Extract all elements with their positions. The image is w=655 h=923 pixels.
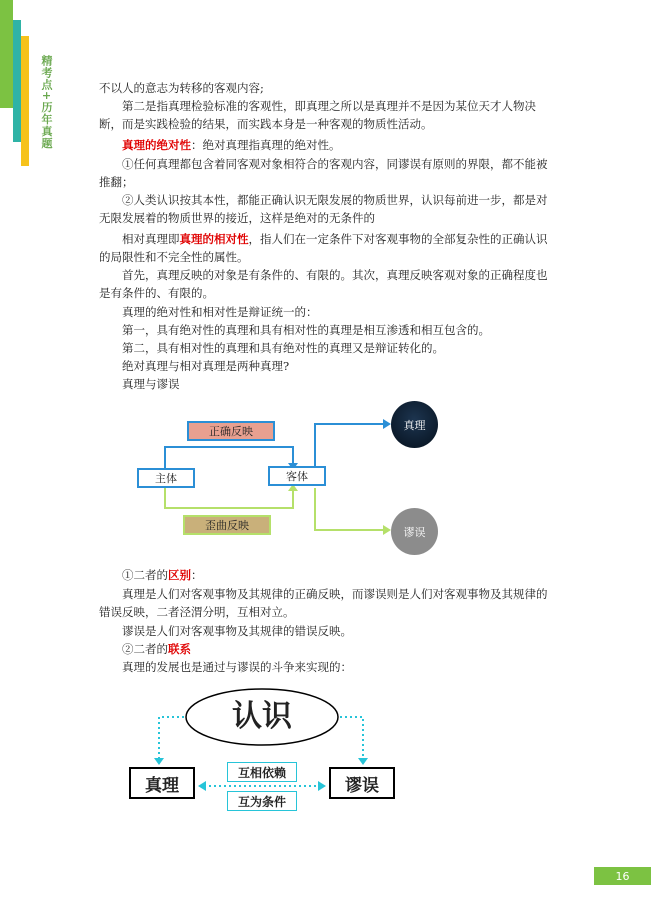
paragraph-12: 真理与谬误	[122, 377, 180, 391]
object-box: 客体	[268, 466, 326, 486]
paragraph-9: 第一，具有绝对性的真理和具有相对性的真理是相互渗透和相互包含的。	[122, 323, 490, 337]
truth-circle: 真理	[391, 401, 438, 448]
error-box: 谬误	[329, 767, 395, 799]
paragraph-2: 第二是指真理检验标准的客观性，即真理之所以是真理并不是因为某位天才人物决断，而是实践检验的结果，而实践本身是一种客观的物质性活动。	[99, 99, 536, 131]
paragraph-4: ①任何真理都包含着同客观对象相符合的客观内容，同谬误有原则的界限，都不能被推翻；	[99, 157, 548, 189]
term-absoluteness: 真理的绝对性	[122, 138, 191, 152]
side-section-label: 精考点+历年真题	[40, 55, 53, 150]
paragraph-6-text: ，指人们在一定条件下对客观事物的全部复杂性的正确认识的局限性和不完全性的属性。	[99, 232, 548, 264]
truth-box: 真理	[129, 767, 195, 799]
paragraph-7: 首先，真理反映的对象是有条件的、有限的。其次，真理反映客观对象的正确程度也是有条件的、有限的。	[99, 268, 548, 300]
paragraph-10: 第二，具有相对性的真理和具有绝对性的真理又是辩证转化的。	[122, 341, 444, 355]
term-connection: 联系	[168, 642, 191, 656]
term-difference: 区别	[168, 568, 191, 582]
paragraph-13-pre: ①二者的	[122, 568, 168, 582]
paragraph-16-pre: ②二者的	[122, 642, 168, 656]
paragraph-17: 真理的发展也是通过与谬误的斗争来实现的：	[122, 660, 352, 674]
mutual-dependence-box: 互相依赖	[227, 762, 297, 782]
paragraph-1: 不以人的意志为转移的客观内容;	[99, 81, 264, 95]
cognition-label: 认识	[232, 699, 292, 734]
paragraph-11: 绝对真理与相对真理是两种真理?	[122, 359, 290, 373]
page-number: 16	[594, 867, 651, 885]
correct-reflection-box: 正确反映	[187, 421, 275, 441]
paragraph-8: 真理的绝对性和相对性是辩证统一的：	[122, 305, 318, 319]
paragraph-15: 谬误是人们对客观事物及其规律的错误反映。	[122, 624, 352, 638]
distorted-reflection-box: 歪曲反映	[183, 515, 271, 535]
error-circle: 谬误	[391, 508, 438, 555]
paragraph-14: 真理是人们对客观事物及其规律的正确反映，而谬误则是人们对客观事物及其规律的错误反映，二者泾渭分明，互相对立。	[99, 587, 548, 619]
subject-box: 主体	[137, 468, 195, 488]
term-relativity: 真理的相对性	[179, 232, 249, 246]
mutual-condition-box: 互为条件	[227, 791, 297, 811]
paragraph-5: ②人类认识按其本性，都能正确认识无限发展的物质世界，认识每前进一步，都是对无限发展着的物质世界的接近，这样是绝对的无条件的	[99, 193, 548, 225]
paragraph-6-pre: 相对真理即	[122, 232, 180, 246]
paragraph-13-post: ：	[191, 568, 203, 582]
paragraph-3-text: ：绝对真理指真理的绝对性。	[191, 138, 341, 152]
